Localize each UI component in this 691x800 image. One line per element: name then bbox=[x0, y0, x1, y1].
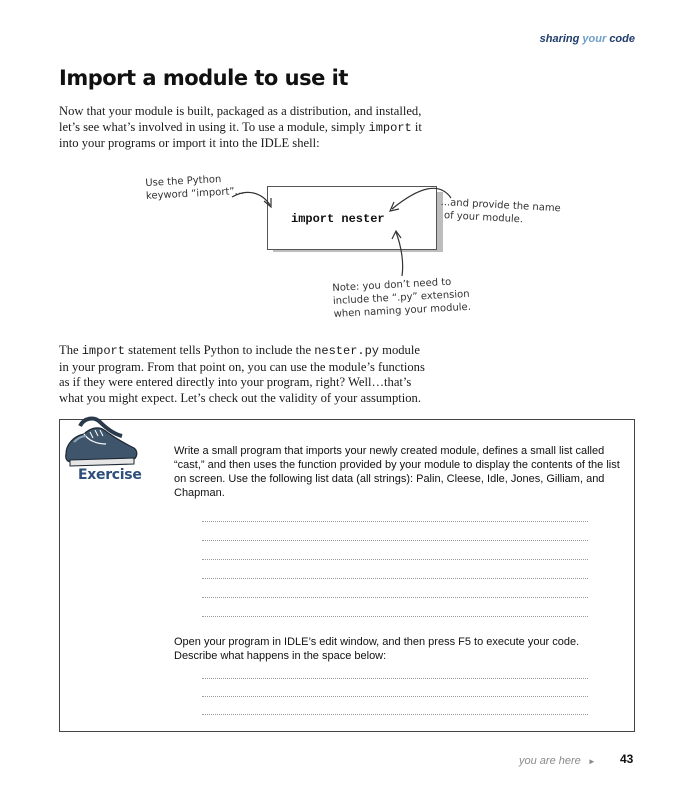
body-paragraph bbox=[59, 343, 431, 406]
page-title: Import a module to use it bbox=[59, 66, 348, 90]
shell-import-code: import nester bbox=[291, 212, 385, 226]
exercise-label: Exercise bbox=[78, 467, 142, 483]
answer-line[interactable] bbox=[202, 559, 588, 560]
body-text-1: The bbox=[59, 343, 82, 357]
note-keyword-line-2: keyword “import”... bbox=[145, 185, 245, 202]
answer-line[interactable] bbox=[202, 714, 588, 715]
exercise-instructions: Write a small program that imports your newly created module, defines a small list called “cast,” and then uses the function provided by your module to display the contents of the list on screen. Use the following list data (all strings): Palin, Cleese, Idle, Jones, Gilliam, and Chapman. bbox=[174, 445, 620, 499]
body-code-import: import bbox=[81, 344, 125, 358]
intro-code-import: import bbox=[368, 120, 412, 135]
arrow-keyword bbox=[232, 192, 270, 205]
answer-line[interactable] bbox=[202, 578, 588, 579]
body-text-3: module in your program. From that point on, you can use the module’s functions as if they were entered directly into your program, right? Well…that’s what you might expect. Let’s check out the validity of your assumption. bbox=[59, 343, 425, 405]
note-ext-line-1: Note: you don’t need to bbox=[332, 276, 452, 294]
triangle-right-icon: ► bbox=[587, 757, 596, 766]
note-keyword-line-1: Use the Python bbox=[145, 174, 222, 189]
header-word-your: your bbox=[582, 33, 607, 45]
header-word-sharing: sharing bbox=[539, 33, 580, 45]
note-ext-line-3: when naming your module. bbox=[333, 301, 472, 320]
note-ext-line-2: include the “.py” extension bbox=[332, 288, 470, 307]
note-name-line-2: of your module. bbox=[443, 210, 524, 226]
note-name-line-1: ...and provide the name bbox=[440, 196, 562, 215]
header-word-code: code bbox=[609, 33, 635, 45]
answer-line[interactable] bbox=[202, 540, 588, 541]
sneakers-icon bbox=[60, 414, 142, 472]
answer-line[interactable] bbox=[202, 678, 588, 679]
arrow-name bbox=[392, 188, 451, 209]
body-code-nester: nester.py bbox=[314, 344, 379, 358]
answer-line[interactable] bbox=[202, 597, 588, 598]
arrow-extension bbox=[396, 232, 403, 276]
footer-you-are-here-text: you are here bbox=[519, 755, 581, 767]
answer-line[interactable] bbox=[202, 616, 588, 617]
answer-line[interactable] bbox=[202, 521, 588, 522]
intro-text-2: it into your programs or import it into the IDLE shell: bbox=[59, 119, 422, 151]
exercise-second-instructions: Open your program in IDLE’s edit window, and then press F5 to execute your code. Describe what happens in the space below: bbox=[174, 636, 580, 662]
answer-line[interactable] bbox=[202, 696, 588, 697]
intro-text-1: Now that your module is built, packaged as a distribution, and installed, let’s see what’s involved in using it. To use a module, simply bbox=[59, 104, 422, 134]
page-number: 43 bbox=[620, 752, 634, 766]
body-text-2: statement tells Python to include the bbox=[124, 343, 315, 357]
footer-you-are-here bbox=[519, 755, 596, 767]
